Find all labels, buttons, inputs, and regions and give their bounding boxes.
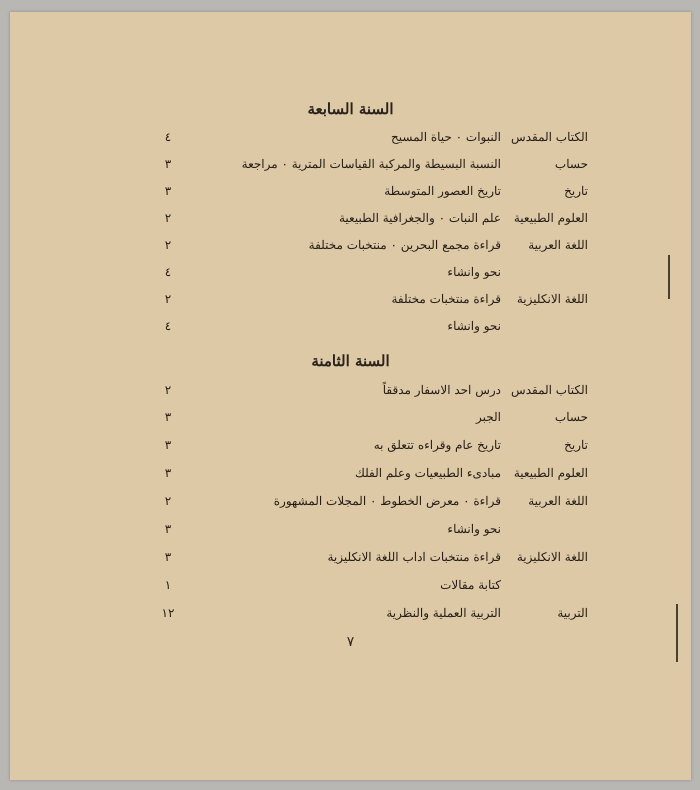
course-hours: ٢ xyxy=(164,292,172,306)
course-row xyxy=(10,491,691,515)
course-description: قراءة منتخبات مختلفة xyxy=(391,292,501,306)
course-row xyxy=(10,603,691,627)
course-hours: ٣ xyxy=(164,522,172,536)
course-subject: التربية xyxy=(557,606,588,620)
course-description: قراءة ٠ معرض الخطوط ٠ المجلات المشهورة xyxy=(273,494,501,508)
course-subject: تاريخ xyxy=(564,438,588,452)
course-row xyxy=(10,235,691,259)
course-row xyxy=(10,407,691,431)
course-description: كتابة مقالات xyxy=(440,578,501,592)
document-page xyxy=(10,12,691,780)
course-subject: العلوم الطبيعية xyxy=(513,466,588,480)
course-row xyxy=(10,289,691,313)
course-hours: ٣ xyxy=(164,410,172,424)
course-description: نحو وانشاء xyxy=(447,319,501,333)
course-hours: ٤ xyxy=(164,130,172,144)
section-title-year7: السنة السابعة xyxy=(307,100,394,118)
course-description: علم النبات ٠ والجغرافية الطبيعية xyxy=(338,211,501,225)
course-hours: ١ xyxy=(164,578,172,592)
course-description: مبادىء الطبيعيات وعلم الفلك xyxy=(354,466,501,480)
course-description: نحو وانشاء xyxy=(447,265,501,279)
course-subject: حساب xyxy=(554,410,588,424)
course-description: تاريخ العصور المتوسطة xyxy=(384,184,501,198)
course-hours: ٢ xyxy=(164,383,172,397)
course-row xyxy=(10,463,691,487)
course-subject: اللغة الانكليزية xyxy=(516,550,588,564)
course-subject: اللغة العربية xyxy=(528,238,588,252)
course-hours: ٣ xyxy=(164,550,172,564)
course-hours: ٢ xyxy=(164,238,172,252)
course-row xyxy=(10,208,691,232)
section-title-year8: السنة الثامنة xyxy=(311,352,390,370)
course-hours: ٤ xyxy=(164,265,172,279)
course-subject: اللغة الانكليزية xyxy=(516,292,588,306)
course-subject: اللغة العربية xyxy=(528,494,588,508)
course-row xyxy=(10,262,691,286)
course-subject: حساب xyxy=(554,157,588,171)
course-description: درس احد الاسفار مدققاً xyxy=(382,383,501,397)
course-row xyxy=(10,380,691,404)
course-subject: تاريخ xyxy=(564,184,588,198)
course-subject: العلوم الطبيعية xyxy=(513,211,588,225)
course-hours: ٣ xyxy=(164,466,172,480)
course-description: الجبر xyxy=(476,410,501,424)
course-description: التربية العملية والنظرية xyxy=(386,606,501,620)
course-description: تاريخ عام وقراءه تتعلق به xyxy=(373,438,501,452)
course-description: نحو وانشاء xyxy=(447,522,501,536)
course-description: قراءة مجمع البحرين ٠ منتخبات مختلفة xyxy=(308,238,501,252)
course-description: النسبة البسيطة والمركبة القياسات المترية ٠ مراجعة xyxy=(241,157,501,171)
course-hours: ٣ xyxy=(164,184,172,198)
course-hours: ٢ xyxy=(164,211,172,225)
course-row xyxy=(10,575,691,599)
course-hours: ٢ xyxy=(164,494,172,508)
course-hours: ٣ xyxy=(164,157,172,171)
course-row xyxy=(10,547,691,571)
course-hours: ١٢ xyxy=(161,606,175,620)
course-subject: الكتاب المقدس xyxy=(511,130,588,144)
course-hours: ٤ xyxy=(164,319,172,333)
page-number: ٧ xyxy=(346,634,355,650)
course-row xyxy=(10,181,691,205)
course-description: النبوات ٠ حياة المسيح xyxy=(391,130,501,144)
course-subject: الكتاب المقدس xyxy=(511,383,588,397)
course-description: قراءة منتخبات اداب اللغة الانكليزية xyxy=(327,550,501,564)
course-row xyxy=(10,435,691,459)
course-row xyxy=(10,154,691,178)
course-row xyxy=(10,519,691,543)
course-row xyxy=(10,127,691,151)
course-hours: ٣ xyxy=(164,438,172,452)
course-row xyxy=(10,316,691,340)
